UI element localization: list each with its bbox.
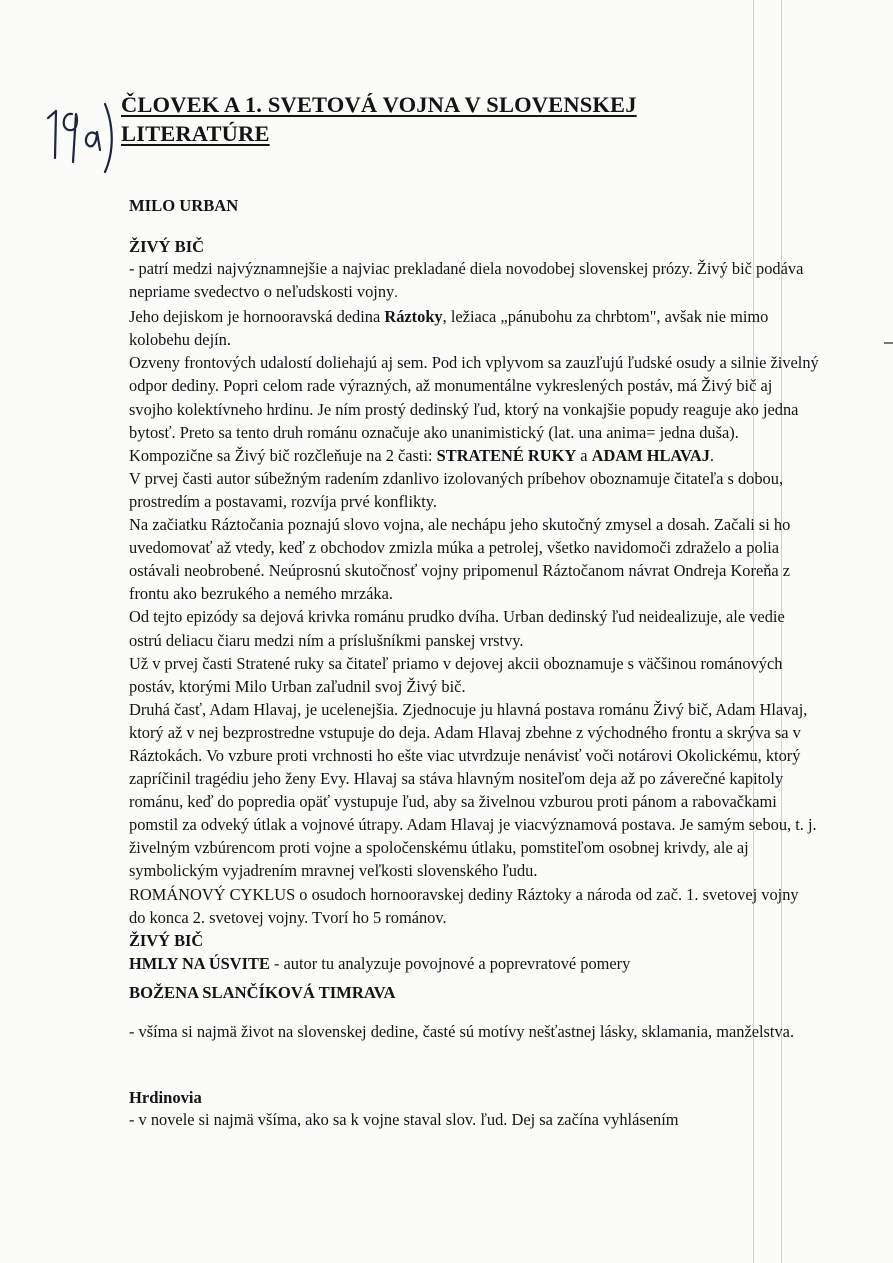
paragraph: Jeho dejiskom je hornooravská dedina Ráztoky, ležiaca „pánubohu za chrbtom", avšak nie mimo kolobehu dejín. <box>129 307 769 350</box>
paragraph: - všíma si najmä život na slovenskej dedine, časté sú motívy nešťastnej lásky, sklamania, manželstva. <box>129 1022 795 1041</box>
paragraph: Na začiatku Ráztočania poznajú slovo vojna, ale nechápu jeho skutočný zmysel a dosah. Začali si ho uvedomovať až vtedy, keď z obchodov zmizla múka a petrolej, všetko navidomoči zdraželo a polia ostávali neobrobené. Neúprosnú skutočnosť vojny pripomenul Ráztočanom návrat Ondreja Koreňa z frontu ako bezrukého a nemého mrzáka. <box>129 515 791 604</box>
work-heading-hrdinovia: Hrdinovia <box>129 1088 202 1107</box>
paragraph: HMLY NA ÚSVITE - autor tu analyzuje povojnové a poprevratové pomery <box>129 953 631 973</box>
author-heading-timrava: BOŽENA SLANČÍKOVÁ TIMRAVA <box>129 983 396 1002</box>
title-line-1: ČLOVEK A 1. SVETOVÁ VOJNA V SLOVENSKEJ <box>121 92 637 117</box>
paragraph: Už v prvej časti Stratené ruky sa čitateľ priamo v dejovej akcii oboznamuje s väčšinou románových postáv, ktorými Milo Urban zaľudnil svoj Živý bič. <box>129 653 783 696</box>
paragraph: Druhá časť, Adam Hlavaj, je ucelenejšia. Zjednocuje ju hlavná postava románu Živý bič, Adam Hlavaj, ktorý až v nej bezprostredne vstupuje do deja. Adam Hlavaj zbehne z východného frontu a skrýva sa v Ráztokách. Vo vzbure proti vrchnosti ho ešte viac utvrdzuje nenávisť voči notárovi Okolickému, ktorý zapríčinil tragédiu jeho ženy Evy. Hlavaj sa stáva hlavným nositeľom deja až po záverečné kapitoly románu, keď do popredia opäť vystupuje ľud, aby sa živelnou vzburou proti pánom a rabovačkami pomstil za odveký útlak a vojnové útrapy. Adam Hlavaj je viacvýznamová postava. Je samým sebou, t. j. živelným vzbúrencom proti vojne a spoločenskému útlaku, pomstiteľom osobnej krivdy, ale aj symbolickým vyjadrením mravnej veľkosti slovenského ľudu. <box>129 699 817 881</box>
novel-title: ŽIVÝ BIČ <box>129 930 204 950</box>
paragraph: - patrí medzi najvýznamnejšie a najviac prekladané diela novodobej slovenskej prózy. Živý bič podáva nepriame svedectvo o neľudskosti vojny. <box>129 259 804 302</box>
paragraph: ROMÁNOVÝ CYKLUS o osudoch hornooravskej dediny Ráztoky a národa od zač. 1. svetovej vojny do konca 2. svetovej vojny. Tvorí ho 5 románov. <box>129 884 799 927</box>
handwritten-note <box>44 96 116 178</box>
paragraph: V prvej časti autor súbežným radením zdanlivo izolovaných príbehov oboznamuje čitateľa s dobou, prostredím a postavami, rozvíja prvé konflikty. <box>129 468 784 511</box>
work-heading-zivy-bic: ŽIVÝ BIČ <box>129 237 205 256</box>
urban-body-text <box>129 257 819 975</box>
paragraph: Ozveny frontových udalostí doliehajú aj sem. Pod ich vplyvom sa zauzľujú ľudské osudy a silnie živelný odpor dediny. Popri celom rade výrazných, až monumentálne vykreslených postáv, má Živý bič aj svojho kolektívneho hrdinu. Je ním prostý dedinský ľud, ktorý na vonkajšie popudy reaguje ako jedna bytosť. Preto sa tento druh románu označuje ako unanimistický (lat. una anima= jedna duša). <box>129 353 819 442</box>
paragraph: - v novele si najmä všíma, ako sa k vojne staval slov. ľud. Dej sa začína vyhlásením <box>129 1110 679 1129</box>
author-heading-urban: MILO URBAN <box>129 196 239 215</box>
edge-mark <box>884 342 893 344</box>
hrdinovia-text <box>129 1108 819 1131</box>
paragraph: Od tejto epizódy sa dejová krivka románu prudko dvíha. Urban dedinský ľud neidealizuje, ale vedie ostrú deliacu čiaru medzi ním a príslušníkmi panskej vrstvy. <box>129 607 785 650</box>
document-title <box>121 90 721 148</box>
paragraph: Kompozične sa Živý bič rozčleňuje na 2 časti: STRATENÉ RUKY a ADAM HLAVAJ. <box>129 445 715 465</box>
timrava-intro-text <box>129 1020 819 1043</box>
title-line-2: LITERATÚRE <box>121 121 270 146</box>
